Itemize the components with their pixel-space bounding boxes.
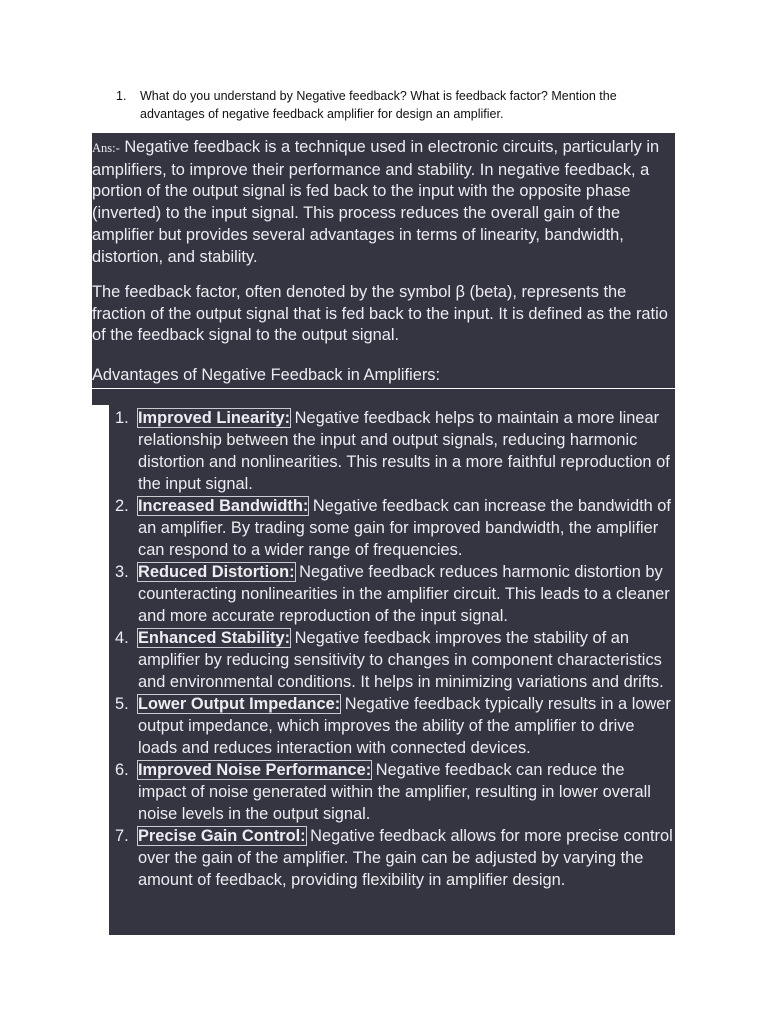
list-item-title: Improved Linearity: xyxy=(138,409,291,427)
list-item-number: 3. xyxy=(115,563,129,581)
answer-paragraph-2: The feedback factor, often denoted by the symbol β (beta), represents the fraction of the output signal that is fed back to the input. It is defined as the ratio of the feedback signal to the output signal. xyxy=(92,283,668,345)
list-item-number: 4. xyxy=(115,629,129,647)
list-item-text: Negative feedback helps to maintain a more linear relationship between the input and output signals, reducing harmonic distortion and nonlinearities. This results in a more faithful reproduction of the input signal. xyxy=(138,409,670,493)
list-item xyxy=(109,561,676,627)
list-item-number: 5. xyxy=(115,695,129,713)
answer-paragraph-1 xyxy=(92,137,675,268)
list-item-title: Precise Gain Control: xyxy=(138,827,306,845)
answer-panel xyxy=(92,133,675,387)
list-item-title: Improved Noise Performance: xyxy=(138,761,372,779)
list-item-text: Negative feedback can increase the bandwidth of an amplifier. By trading some gain for improved bandwidth, the amplifier can respond to a wider range of frequencies. xyxy=(138,497,671,559)
list-item-text: Negative feedback typically results in a lower output impedance, which improves the ability of the amplifier to drive loads and reduces interaction with connected devices. xyxy=(138,695,671,757)
list-item xyxy=(109,627,676,693)
list-item xyxy=(109,693,676,759)
list-item-number: 6. xyxy=(115,761,129,779)
advantages-panel xyxy=(109,405,675,935)
list-item-number: 2. xyxy=(115,497,129,515)
advantages-list xyxy=(109,405,675,891)
list-item-text: Negative feedback can reduce the impact of noise generated within the amplifier, resulting in lower overall noise levels in the output signal. xyxy=(138,761,651,823)
list-item-text: Negative feedback improves the stability of an amplifier by reducing sensitivity to changes in component characteristics and environmental conditions. It helps in minimizing variations and drifts. xyxy=(138,629,664,691)
list-item-title: Increased Bandwidth: xyxy=(138,497,309,515)
panel-divider xyxy=(92,387,675,405)
list-item-number: 7. xyxy=(115,827,129,845)
list-item-number: 1. xyxy=(115,409,129,427)
list-item xyxy=(109,825,676,891)
list-item xyxy=(109,495,676,561)
question-text: What do you understand by Negative feedback? What is feedback factor? Mention the advantages of negative feedback amplifier for design an amplifier. xyxy=(140,89,617,121)
list-item xyxy=(109,759,676,825)
list-item-title: Enhanced Stability: xyxy=(138,629,291,647)
list-item-text: Negative feedback allows for more precise control over the gain of the amplifier. The gain can be adjusted by varying the amount of feedback, providing flexibility in amplifier design. xyxy=(138,827,673,889)
divider-line xyxy=(92,388,675,389)
list-item-text: Negative feedback reduces harmonic distortion by counteracting nonlinearities in the amplifier circuit. This leads to a cleaner and more accurate reproduction of the input signal. xyxy=(138,563,670,625)
answer-paragraph-1-text: Negative feedback is a technique used in electronic circuits, particularly in amplifiers, to improve their performance and stability. In negative feedback, a portion of the output signal is fed back to the input with the opposite phase (inverted) to the input signal. This process reduces the overall gain of the amplifier but provides several advantages in terms of linearity, bandwidth, distortion, and stability. xyxy=(92,138,660,266)
advantages-heading: Advantages of Negative Feedback in Amplifiers: xyxy=(92,366,441,384)
question-number: 1. xyxy=(116,89,127,103)
question-item xyxy=(116,87,656,123)
answer-label: Ans:- xyxy=(92,141,120,155)
list-item-title: Reduced Distortion: xyxy=(138,563,295,581)
list-item-title: Lower Output Impedance: xyxy=(138,695,341,713)
list-item xyxy=(109,407,676,495)
